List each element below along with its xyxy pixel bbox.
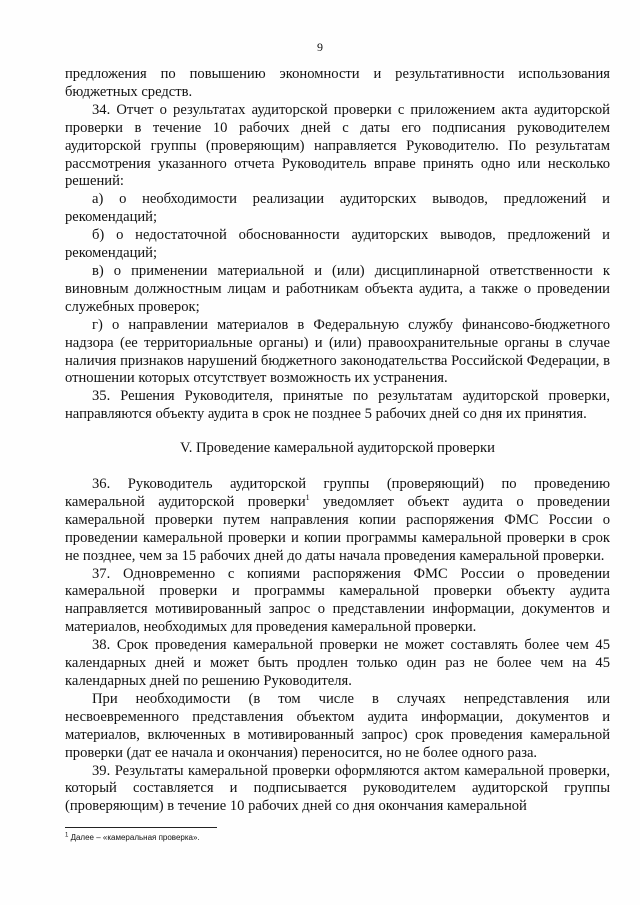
footnote-reference: 1 [305,493,310,503]
paragraph-38: 38. Срок проведения камеральной проверки не может составлять более чем 45 календарных дней и может быть продлен только один раз не более чем на 45 календарных дней по решению Руководителя. [65,637,610,689]
paragraph-34-a: а) о необходимости реализации аудиторских выводов, предложений и рекомендаций; [65,191,610,226]
footnote-divider [65,827,217,828]
paragraph-38-continued: При необходимости (в том числе в случаях непредставления или несвоевременного представления объектом аудита информации, документов и материалов, включенных в мотивированный запрос) срок проведения камеральной проверки (дат ее начала и окончания) переносится, но не более одного раза. [65,690,610,761]
paragraph-36-text-end: уведомляет объект аудита о проведении камеральной проверки путем направления копии распоряжения ФМС России о проведении камеральной проверки и копии программы камеральной проверки в срок не позднее, чем за 15 рабочих дней до даты начала проведения камеральной проверки. [65,493,610,564]
paragraph-35: 35. Решения Руководителя, принятые по результатам аудиторской проверки, направляются объекту аудита в срок не позднее 5 рабочих дней со дня их принятия. [65,388,610,423]
paragraph-36 [65,476,610,566]
section-heading: V. Проведение камеральной аудиторской проверки [180,440,495,457]
document-body [65,66,610,816]
footnote-mark: 1 [65,832,69,839]
paragraph-36-text-start: 36. Руководитель аудиторской группы (проверяющий) по проведению камеральной аудиторской проверки [65,476,610,510]
paragraph-39: 39. Результаты камеральной проверки оформляются актом камеральной проверки, который составляется и подписывается руководителем аудиторской группы (проверяющим) в течение 10 рабочих дней со дня окончания камеральной [65,762,610,815]
paragraph-37: 37. Одновременно с копиями распоряжения ФМС России о проведении камеральной проверки и программы камеральной проверки объекту аудита направляется мотивированный запрос о представлении информации, документов и материалов, необходимых для проведения камеральной проверки. [65,565,610,636]
paragraph-34-b: б) о недостаточной обоснованности аудиторских выводов, предложений и рекомендаций; [65,227,610,262]
paragraph-34-g: г) о направлении материалов в Федеральную службу финансово-бюджетного надзора (ее территориальные органы) и (или) правоохранительные органы в случае наличия признаков нарушений бюджетного законодательства Российской Федерации, в отношении которых отсутствует возможность их устранения. [65,316,610,387]
paragraph-continued: предложения по повышению экономности и результативности использования бюджетных средств. [65,66,610,100]
footnote-text: Далее – «камеральная проверка». [68,833,200,842]
paragraph-34-v: в) о применении материальной и (или) дисциплинарной ответственности к виновным должностным лицам и работникам объекта аудита, а также о проведении служебных проверок; [65,262,610,315]
page-number: 9 [317,40,323,54]
footnote [65,833,605,843]
paragraph-34: 34. Отчет о результатах аудиторской проверки с приложением акта аудиторской проверки в течение 10 рабочих дней с даты его подписания руководителем аудиторской группы (проверяющим) направляется Руководителю. По результатам рассмотрения указанного отчета Руководитель вправе принять одно или несколько решений: [65,101,610,190]
